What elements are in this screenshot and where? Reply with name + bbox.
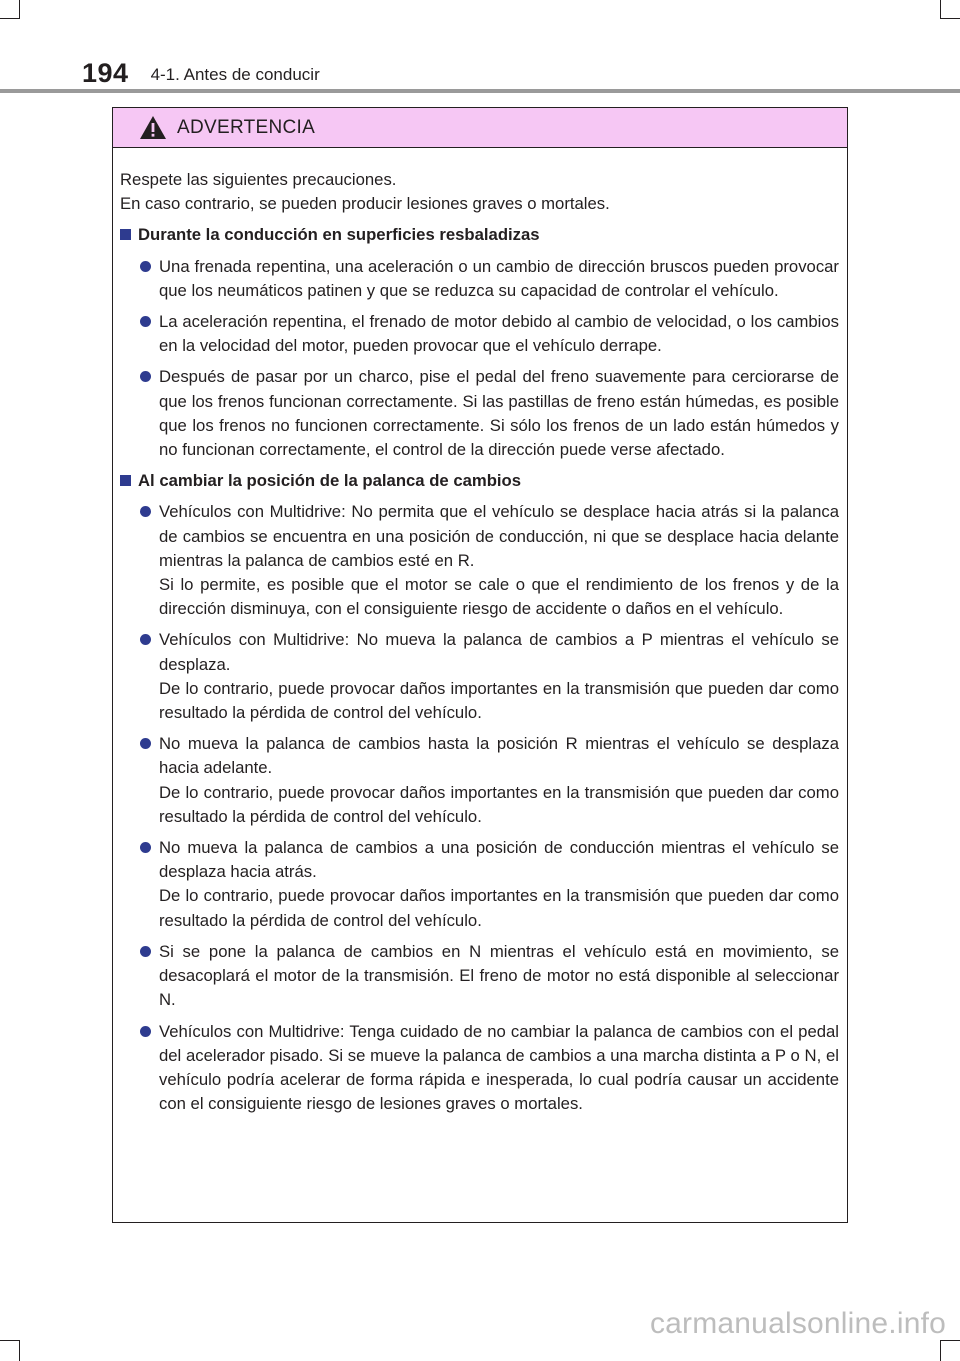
section-heading-text: Durante la conducción en superficies resbaladizas [138,225,540,245]
crop-mark [19,0,20,19]
list-item-text: Una frenada repentina, una aceleración o un cambio de dirección bruscos pueden provocar que los neumáticos patinen y que se reduzca su capacidad de controlar el vehículo. [159,256,839,300]
crop-mark [0,1340,20,1341]
page-number: 194 [82,58,129,88]
list-item [120,732,839,829]
list-item-text: La aceleración repentina, el frenado de motor debido al cambio de velocidad, o los cambios en la velocidad del motor, pueden provocar que el vehículo derrape. [159,312,839,356]
intro-line: Respete las siguientes precauciones. [120,170,397,189]
list-item-text: Después de pasar por un charco, pise el pedal del freno suavemente para cerciorarse de que los frenos funcionan correctamente. Si las pastillas de freno están húmedas, es posible que los frenos no funcionen correctamente. Si sólo los frenos de un lado están húmedos y no funcionan correctamente, el control de la dirección puede verse afectado. [159,367,839,460]
warning-body [113,148,847,1116]
circle-bullet-icon [140,738,151,749]
list-item [120,310,839,358]
crop-mark [940,1340,941,1361]
circle-bullet-icon [140,634,151,645]
watermark: carmanualsonline.info [649,1307,946,1340]
warning-title: ADVERTENCIA [177,116,316,138]
list-item [120,255,839,303]
crop-mark [940,0,941,19]
warning-box [112,107,848,1223]
warning-header [113,108,847,148]
list-item-text: Vehículos con Multidrive: Tenga cuidado de no cambiar la palanca de cambios con el pedal del acelerador pisado. Si se mueve la palanca de cambios a una marcha distinta a P o N, el vehículo podría acelerar de forma rápida e inesperada, lo cual podría causar un accidente con el consiguiente riesgo de lesiones graves o mortales. [159,1021,839,1114]
list-item-text: Vehículos con Multidrive: No permita que el vehículo se desplace hacia atrás si la palanca de cambios se encuentra en una posición de conducción, ni que se desplace hacia delante mientras la palanca de cambios esté en R. [159,502,839,570]
list-item-text: No mueva la palanca de cambios a una posición de conducción mientras el vehículo se desplaza hacia atrás. [159,838,839,882]
warning-intro [120,168,839,216]
circle-bullet-icon [140,261,151,272]
list-item-text: No mueva la palanca de cambios hasta la posición R mientras el vehículo se desplaza hacia adelante. [159,734,839,778]
circle-bullet-icon [140,1026,151,1037]
list-item-text: De lo contrario, puede provocar daños importantes en la transmisión que pueden dar como resultado la pérdida de control del vehículo. [159,678,839,723]
list-item [120,940,839,1013]
section-title: 4-1. Antes de conducir [150,65,320,84]
list-item-text: Si se pone la palanca de cambios en N mientras el vehículo está en movimiento, se desacoplará el motor de la transmisión. El freno de motor no está disponible al seleccionar N. [159,941,839,1010]
circle-bullet-icon [140,371,151,382]
section-heading-text: Al cambiar la posición de la palanca de cambios [138,471,522,491]
list-item [120,1020,839,1117]
square-bullet-icon [120,475,131,486]
circle-bullet-icon [140,946,151,957]
crop-mark [0,18,20,19]
square-bullet-icon [120,229,131,240]
list-item-text: Si lo permite, es posible que el motor se cale o que el rendimiento de los frenos y de la dirección disminuya, con el consiguiente riesgo de accidente o daños en el vehículo. [159,575,839,619]
circle-bullet-icon [140,842,151,853]
circle-bullet-icon [140,506,151,517]
warning-triangle-icon [139,115,167,140]
list-item-text: De lo contrario, puede provocar daños importantes en la transmisión que pueden dar como resultado la pérdida de control del vehículo. [159,886,839,930]
list-item [120,628,839,725]
section-heading [120,223,839,247]
circle-bullet-icon [140,316,151,327]
section-heading [120,469,839,493]
list-item [120,365,839,462]
list-item [120,836,839,933]
intro-line: En caso contrario, se pueden producir lesiones graves o mortales. [120,194,610,214]
list-item-text: De lo contrario, puede provocar daños importantes en la transmisión que pueden dar como resultado la pérdida de control del vehículo. [159,782,839,826]
page-header [82,48,320,88]
list-item [120,500,839,621]
crop-mark [940,18,960,19]
crop-mark [19,1340,20,1361]
header-rule [0,89,960,93]
list-item-text: Vehículos con Multidrive: No mueva la palanca de cambios a P mientras el vehículo se desplaza. [159,630,839,674]
